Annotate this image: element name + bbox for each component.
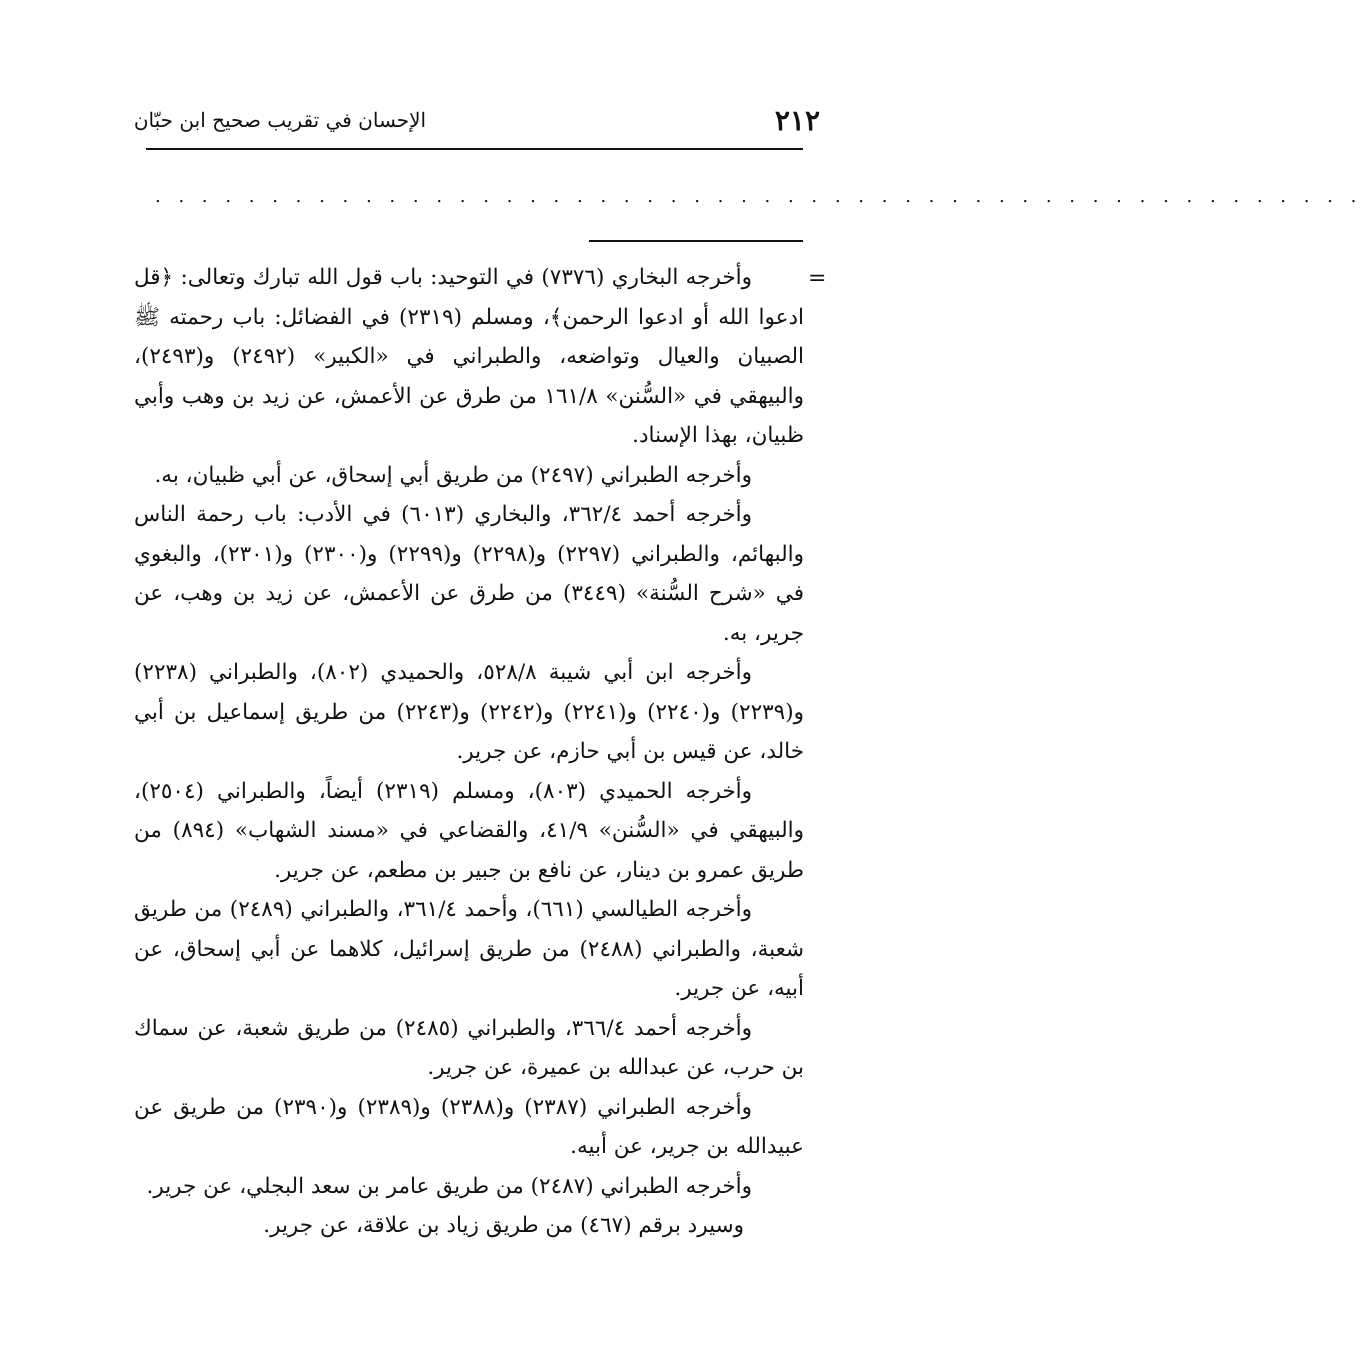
- page-number: ٢١٢: [774, 104, 820, 137]
- footnotes: [134, 258, 804, 1246]
- footnote-paragraph: وأخرجه الحميدي (٨٠٣)، ومسلم (٢٣١٩) أيضاً، والطبراني (٢٥٠٤)، والبيهقي في «السُّنن» ٤١/٩، والقضاعي في «مسند الشهاب» (٨٩٤) من طريق عمرو بن دينار، عن نافع بن جبير بن مطعم، عن جرير.: [134, 778, 804, 883]
- footnote-rule: [589, 240, 803, 242]
- footnote-paragraph: وأخرجه الطبراني (٢٤٨٧) من طريق عامر بن سعد البجلي، عن جرير.: [146, 1173, 752, 1199]
- footnote-paragraph: وأخرجه الطبراني (٢٣٨٧) و(٢٣٨٨) و(٢٣٨٩) و(٢٣٩٠) من طريق عن عبيدالله بن جرير، عن أبيه.: [134, 1094, 804, 1159]
- footnote-paragraph: وأخرجه ابن أبي شيبة ٥٢٨/٨، والحميدي (٨٠٢)، والطبراني (٢٢٣٨) و(٢٢٣٩) و(٢٢٤٠) و(٢٢٤١) و(٢٢٤٢) و(٢٢٤٣) من طريق إسماعيل بن أبي خالد، عن قيس بن أبي حازم، عن جرير.: [134, 660, 804, 764]
- dotted-separator: . . . . . . . . . . . . . . . . . . . . . . . . . . . . . . . . . . . . . . . . . . . . . . . . . . . .: [155, 186, 1362, 207]
- final-note: وسيرد برقم (٤٦٧) من طريق زياد بن علاقة، عن جرير.: [263, 1213, 744, 1238]
- footnote-paragraph: وأخرجه أحمد ٣٦٢/٤، والبخاري (٦٠١٣) في الأدب: باب رحمة الناس والبهائم، والطبراني (٢٢٩٧) و(٢٢٩٨) و(٢٢٩٩) و(٢٣٠٠) و(٢٣٠١)، والبغوي في «شرح السُّنة» (٣٤٤٩) من طرق عن الأعمش، عن زيد بن وهب، عن جرير، به.: [134, 502, 805, 646]
- footnote-paragraph: وأخرجه البخاري (٧٣٧٦) في التوحيد: باب قول الله تبارك وتعالى: ﴿قل ادعوا الله أو ادعوا الرحمن﴾، ومسلم (٢٣١٩) في الفضائل: باب رحمته ﷺ الصبيان والعيال وتواضعه، والطبراني في «الكبير» (٢٤٩٢) و(٢٤٩٣)، والبيهقي في «السُّنن» ١٦١/٨ من طرق عن الأعمش، عن زيد بن وهب وأبي ظبيان، بهذا الإسناد.: [134, 265, 805, 448]
- running-header-title: الإحسان في تقريب صحيح ابن حبّان: [133, 108, 427, 132]
- footnote-paragraph: وأخرجه الطيالسي (٦٦١)، وأحمد ٣٦١/٤، والطبراني (٢٤٨٩) من طريق شعبة، والطبراني (٢٤٨٨) من طريق إسرائيل، كلاهما عن أبي إسحاق، عن أبيه، عن جرير.: [134, 897, 804, 1001]
- continuation-mark: =: [808, 266, 827, 291]
- footnote-paragraph: وأخرجه أحمد ٣٦٦/٤، والطبراني (٢٤٨٥) من طريق شعبة، عن سماك بن حرب، عن عبدالله بن عميرة، عن جرير.: [134, 1015, 804, 1080]
- footnote-paragraph: وأخرجه الطبراني (٢٤٩٧) من طريق أبي إسحاق، عن أبي ظبيان، به.: [154, 462, 752, 488]
- header-rule: [146, 148, 803, 150]
